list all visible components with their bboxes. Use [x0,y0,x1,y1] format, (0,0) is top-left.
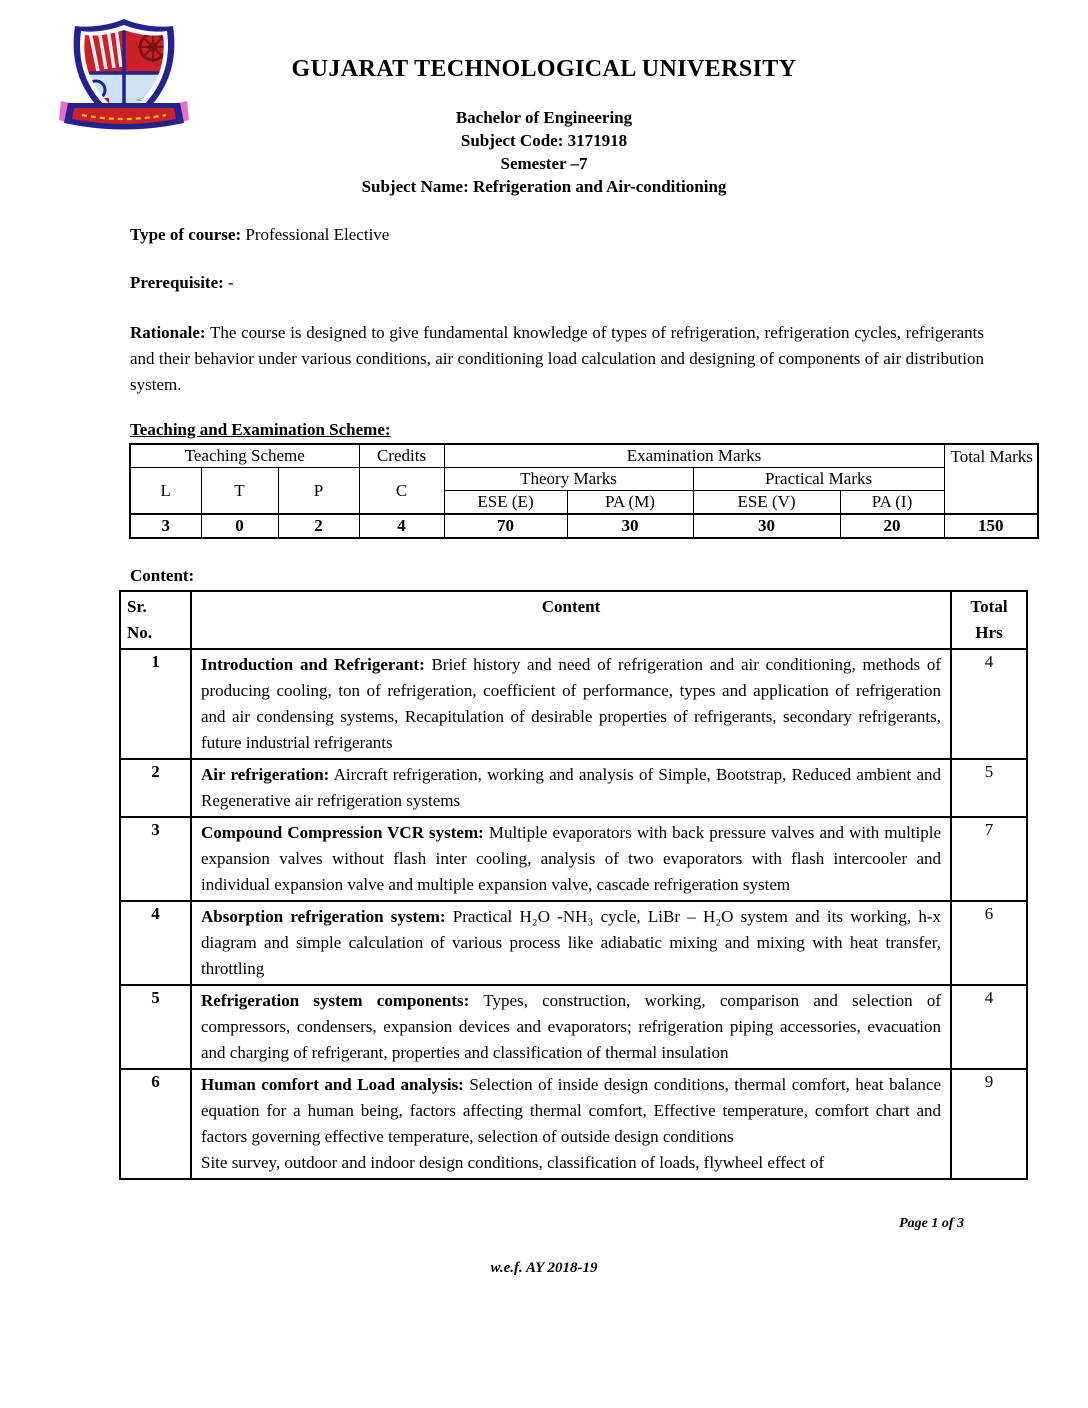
scheme-header-l: L [130,468,201,515]
content-row-2 [120,759,1027,817]
scheme-value-pa-i: 20 [840,514,944,538]
content-row-sr: 3 [120,817,191,901]
content-row-4 [120,901,1027,985]
topic-description-continued: Site survey, outdoor and indoor design conditions, classification of loads, flywheel effect of [201,1153,825,1172]
page-number: Page 1 of 3 [899,1216,964,1231]
content-row-hours: 9 [951,1069,1027,1179]
topic-description: Brief history and need of refrigeration and air conditioning, methods of producing cooling, ton of refrigeration, coefficient of performance, types and application of refrigeration and air condensing systems, Recapitulation of desirable properties of refrigerants, secondary refrigerants, future industrial refrigerants [201,655,942,752]
content-row-hours: 4 [951,649,1027,759]
topic-description: Types, construction, working, comparison and selection of compressors, condensers, expansion devices and evaporators; refrigeration piping accessories, evacuation and charging of refrigerant, properties and classification of thermal insulation [201,991,941,1062]
topic-title: Absorption refrigeration system: [201,907,446,926]
scheme-header-pa-i: PA (I) [840,491,944,515]
content-heading: Content: [130,566,195,585]
course-type-line [130,225,984,245]
teaching-examination-scheme-table [129,443,1039,539]
scheme-header-pa-m: PA (M) [567,491,693,515]
topic-description: Practical H₂O -NH₃ cycle, LiBr – H₂O system and its working, h-x diagram and simple calculation of various process like adiabatic mixing and mixing with heat transfer, throttling [201,907,942,978]
semester-line: Semester –7 [500,154,588,173]
scheme-header-teaching-scheme: Teaching Scheme [130,444,359,468]
content-row-text [191,985,951,1069]
content-row-sr: 4 [120,901,191,985]
content-row-sr: 6 [120,1069,191,1179]
content-row-sr: 2 [120,759,191,817]
content-row-3 [120,817,1027,901]
rationale-text: The course is designed to give fundamental knowledge of types of refrigeration, refrigeration cycles, refrigerants and their behavior under various conditions, air conditioning load calculation and designing of components of air distribution system. [130,323,984,394]
scheme-header-p: P [278,468,359,515]
scheme-value-t: 0 [201,514,278,538]
content-row-text [191,649,951,759]
scheme-header-c: C [359,468,444,515]
content-row-hours: 7 [951,817,1027,901]
scheme-value-total: 150 [944,514,1038,538]
topic-description: Selection of inside design conditions, thermal comfort, heat balance equation for a human being, factors affecting thermal comfort, Effective temperature, comfort chart and factors governing effective temperature, selection of outside design conditions [201,1075,941,1146]
scheme-value-ese-v: 30 [693,514,840,538]
content-row-5 [120,985,1027,1069]
scheme-value-pa-m: 30 [567,514,693,538]
scheme-header-ese-e: ESE (E) [444,491,567,515]
content-row-text [191,1069,951,1179]
subject-code-line: Subject Code: 3171918 [460,131,628,150]
scheme-value-p: 2 [278,514,359,538]
topic-paragraph [201,1072,941,1150]
topic-title: Air refrigeration: [201,765,330,784]
content-header-total-hrs: Total Hrs [951,591,1027,649]
university-emblem-icon [58,16,190,140]
scheme-heading: Teaching and Examination Scheme: [130,420,391,439]
content-row-hours: 5 [951,759,1027,817]
scheme-header-t: T [201,468,278,515]
scheme-header-theory-marks: Theory Marks [444,468,693,491]
prerequisite-line [130,273,984,293]
content-row-hours: 6 [951,901,1027,985]
topic-title: Introduction and Refrigerant: [201,655,425,674]
scheme-header-examination-marks: Examination Marks [444,444,944,468]
rationale-label: Rationale: [130,323,206,342]
scheme-header-credits: Credits [359,444,444,468]
content-row-sr: 1 [120,649,191,759]
content-header-content: Content [191,591,951,649]
topic-title: Compound Compression VCR system: [201,823,484,842]
scheme-value-c: 4 [359,514,444,538]
content-row-text [191,901,951,985]
scheme-header-ese-v: ESE (V) [693,491,840,515]
page-title: GUJARAT TECHNOLOGICAL UNIVERSITY [291,56,797,82]
content-row-hours: 4 [951,985,1027,1069]
topic-description: Multiple evaporators with back pressure valves and with multiple expansion valves without flash inter cooling, analysis of two evaporators with flash intercooler and individual expansion valve and multiple expansion valve, cascade refrigeration system [201,823,942,894]
content-row-text [191,759,951,817]
effective-date: w.e.f. AY 2018-19 [490,1260,598,1276]
scheme-header-total-marks: Total Marks [944,444,1038,514]
subject-name-line: Subject Name: Refrigeration and Air-conditioning [361,177,727,196]
prerequisite-value: - [228,273,234,292]
content-row-1 [120,649,1027,759]
scheme-value-ese-e: 70 [444,514,567,538]
content-table [119,590,1028,1180]
university-logo [58,16,190,140]
topic-title: Refrigeration system components: [201,991,470,1010]
content-row-text [191,817,951,901]
content-row-sr: 5 [120,985,191,1069]
topic-description: Aircraft refrigeration, working and analysis of Simple, Bootstrap, Reduced ambient and Regenerative air refrigeration systems [201,765,941,810]
scheme-value-l: 3 [130,514,201,538]
rationale-paragraph [130,320,984,398]
content-row-6 [120,1069,1027,1179]
topic-title: Human comfort and Load analysis: [201,1075,464,1094]
content-table-header-row [120,591,1027,649]
content-header-sr-no: Sr. No. [120,591,191,649]
degree-line: Bachelor of Engineering [455,108,633,127]
prerequisite-label: Prerequisite: [130,273,224,292]
course-type-value: Professional Elective [245,225,390,244]
course-type-label: Type of course: [130,225,242,244]
scheme-header-practical-marks: Practical Marks [693,468,944,491]
